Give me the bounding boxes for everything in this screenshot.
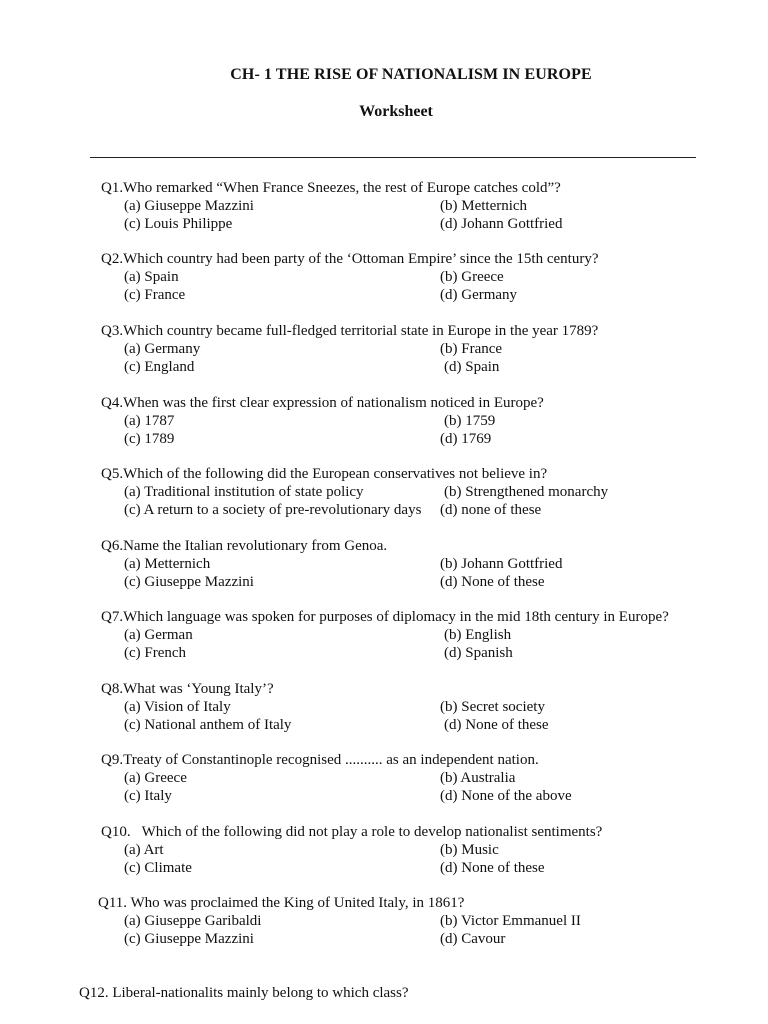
option-d: (d) none of these: [440, 501, 542, 518]
question-number: Q11.: [98, 895, 128, 911]
question-text: When was the first clear expression of nationalism noticed in Europe?: [123, 395, 544, 411]
option-a: (a) Vision of Italy: [124, 698, 231, 715]
question-stem: [101, 681, 721, 699]
option-b: (b) Australia: [440, 769, 516, 786]
question-stem: [79, 985, 699, 1003]
option-c: (c) Giuseppe Mazzini: [124, 573, 254, 590]
option-b: (b) Music: [440, 841, 499, 858]
option-row: [101, 574, 721, 592]
option-row: [101, 860, 721, 878]
option-c: (c) Louis Philippe: [124, 215, 233, 232]
option-row: [101, 431, 721, 449]
question-8: [101, 681, 721, 734]
option-d: (d) Spain: [444, 358, 500, 375]
option-b: (b) France: [440, 340, 503, 357]
question-6: [101, 538, 721, 591]
option-row: [101, 717, 721, 735]
option-row: [101, 770, 721, 788]
worksheet-subtitle: Worksheet: [359, 103, 433, 120]
question-text: Liberal-nationalits mainly belong to which class?: [108, 985, 409, 1001]
option-row: [101, 413, 721, 431]
option-c: (c) Italy: [124, 787, 172, 804]
option-row: [101, 216, 721, 234]
question-number: Q1.: [101, 180, 124, 196]
question-stem: [101, 752, 721, 770]
question-10: [101, 824, 721, 877]
option-b: (b) Secret society: [440, 698, 545, 715]
question-text: Which of the following did not play a role to develop nationalist sentiments?: [141, 824, 603, 840]
option-d: (d) None of the above: [440, 787, 572, 804]
worksheet-title: CH- 1 THE RISE OF NATIONALISM IN EUROPE: [230, 66, 592, 83]
question-stem: [101, 395, 721, 413]
question-number: Q6.: [101, 538, 124, 554]
question-stem: [101, 538, 721, 556]
option-a: (a) 1787: [124, 412, 175, 429]
question-number: Q10.: [101, 824, 131, 840]
option-c: (c) 1789: [124, 430, 175, 447]
option-row: [101, 359, 721, 377]
option-row: [101, 788, 721, 806]
option-d: (d) Spanish: [444, 644, 513, 661]
option-b: (b) Johann Gottfried: [440, 555, 563, 572]
question-text: Who was proclaimed the King of United Italy, in 1861?: [127, 895, 465, 911]
question-text: Which of the following did the European conservatives not believe in?: [123, 466, 548, 482]
option-a: (a) Giuseppe Garibaldi: [124, 912, 262, 929]
option-d: (d) None of these: [444, 716, 549, 733]
option-row: [101, 556, 721, 574]
option-a: (a) Metternich: [124, 555, 211, 572]
option-b: (b) Strengthened monarchy: [444, 483, 609, 500]
option-c: (c) Climate: [124, 859, 192, 876]
question-11: [98, 895, 718, 948]
option-row: [98, 931, 718, 949]
option-row: [101, 269, 721, 287]
question-text: Which country had been party of the ‘Ottoman Empire’ since the 15th century?: [123, 251, 599, 267]
question-stem: [98, 895, 718, 913]
question-stem: [101, 466, 721, 484]
question-number: Q2.: [101, 251, 124, 267]
option-d: (d) 1769: [440, 430, 492, 447]
option-d: (d) None of these: [440, 573, 545, 590]
question-number: Q3.: [101, 323, 124, 339]
option-row: [101, 627, 721, 645]
option-row: [101, 287, 721, 305]
option-a: (a) Giuseppe Mazzini: [124, 197, 254, 214]
question-number: Q12.: [79, 985, 109, 1001]
question-text: What was ‘Young Italy’?: [123, 681, 274, 697]
option-d: (d) Johann Gottfried: [440, 215, 563, 232]
option-a: (a) Spain: [124, 268, 179, 285]
option-row: [101, 842, 721, 860]
option-c: (c) Giuseppe Mazzini: [124, 930, 254, 947]
option-a: (a) Traditional institution of state policy: [124, 483, 364, 500]
question-4: [101, 395, 721, 448]
option-row: [101, 484, 721, 502]
question-text: Who remarked “When France Sneezes, the rest of Europe catches cold”?: [123, 180, 561, 196]
question-stem: [101, 251, 721, 269]
question-3: [101, 323, 721, 376]
option-row: [101, 645, 721, 663]
option-c: (c) French: [124, 644, 187, 661]
question-number: Q8.: [101, 681, 124, 697]
option-a: (a) Germany: [124, 340, 201, 357]
option-row: [101, 699, 721, 717]
option-b: (b) Metternich: [440, 197, 528, 214]
question-number: Q4.: [101, 395, 124, 411]
option-row: [98, 913, 718, 931]
option-c: (c) National anthem of Italy: [124, 716, 292, 733]
question-number: Q5.: [101, 466, 124, 482]
question-1: [101, 180, 721, 233]
question-2: [101, 251, 721, 304]
option-b: (b) Greece: [440, 268, 504, 285]
option-a: (a) Greece: [124, 769, 187, 786]
option-a: (a) Art: [124, 841, 164, 858]
option-c: (c) A return to a society of pre-revolutionary days: [124, 501, 422, 518]
option-d: (d) None of these: [440, 859, 545, 876]
question-number: Q7.: [101, 609, 124, 625]
question-stem: [101, 609, 721, 627]
option-c: (c) England: [124, 358, 195, 375]
question-text: Which country became full-fledged territorial state in Europe in the year 1789?: [123, 323, 599, 339]
question-text: Which language was spoken for purposes of diplomacy in the mid 18th century in Europe?: [123, 609, 669, 625]
option-b: (b) 1759: [444, 412, 496, 429]
option-row: [101, 341, 721, 359]
question-5: [101, 466, 721, 519]
option-row: [101, 198, 721, 216]
option-d: (d) Germany: [440, 286, 518, 303]
question-text: Treaty of Constantinople recognised .......... as an independent nation.: [123, 752, 539, 768]
option-row: [101, 502, 721, 520]
question-7: [101, 609, 721, 662]
option-c: (c) France: [124, 286, 186, 303]
question-12: [79, 985, 699, 1003]
question-text: Name the Italian revolutionary from Genoa.: [123, 538, 388, 554]
question-stem: [101, 824, 721, 842]
question-stem: [101, 180, 721, 198]
option-d: (d) Cavour: [440, 930, 506, 947]
divider-line: [90, 157, 696, 158]
question-number: Q9.: [101, 752, 124, 768]
question-9: [101, 752, 721, 805]
option-b: (b) Victor Emmanuel II: [440, 912, 581, 929]
option-b: (b) English: [444, 626, 512, 643]
option-a: (a) German: [124, 626, 193, 643]
question-stem: [101, 323, 721, 341]
